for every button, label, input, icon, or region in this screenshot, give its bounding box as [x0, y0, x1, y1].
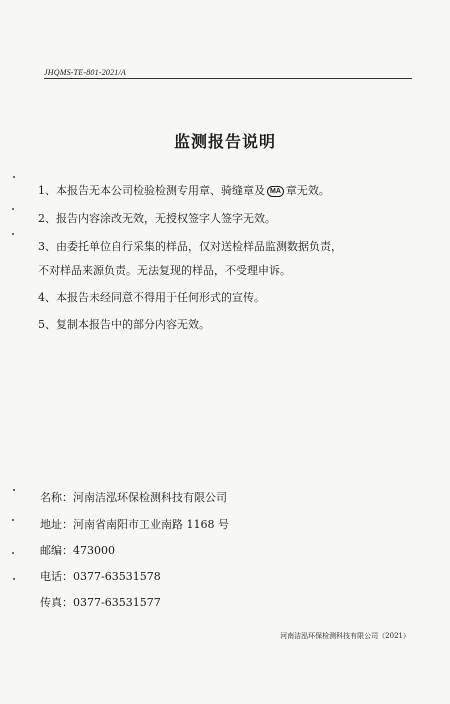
clause-2: 2、报告内容涂改无效，无授权签字人签字无效。	[38, 212, 276, 225]
clause-5: 5、复制本报告中的部分内容无效。	[38, 318, 210, 331]
contact-address	[40, 518, 229, 532]
binding-hole-mark	[12, 208, 14, 210]
contact-name	[40, 491, 227, 505]
contact-address-value: 河南省南阳市工业南路 1168 号	[73, 518, 229, 531]
binding-hole-mark	[13, 578, 15, 580]
binding-hole-mark	[12, 552, 14, 554]
footer-company: 河南洁泓环保检测科技有限公司（2021）	[280, 632, 410, 640]
contact-phone	[40, 570, 161, 584]
clause-1-text-before: 1、本报告无本公司检验检测专用章、骑缝章及	[38, 184, 265, 197]
contact-phone-label: 电话：	[40, 570, 73, 583]
contact-fax	[40, 596, 161, 610]
binding-hole-mark	[13, 489, 15, 491]
clause-3: 3、由委托单位自行采集的样品，仅对送检样品监测数据负责，	[38, 240, 342, 253]
header-rule	[44, 78, 412, 79]
contact-name-value: 河南洁泓环保检测科技有限公司	[73, 491, 227, 504]
contact-phone-value: 0377-63531578	[73, 570, 161, 583]
contact-fax-value: 0377-63531577	[73, 596, 161, 609]
contact-name-label: 名称：	[40, 491, 73, 504]
clause-4: 4、本报告未经同意不得用于任何形式的宣传。	[38, 291, 265, 304]
contact-address-label: 地址：	[40, 518, 73, 531]
binding-hole-mark	[12, 519, 14, 521]
binding-hole-mark	[13, 176, 15, 178]
cma-stamp-icon: MA	[267, 186, 284, 197]
document-code: JHQMS-TE-801-2021/A	[44, 68, 127, 77]
clause-1	[38, 184, 330, 198]
contact-postcode-value: 473000	[73, 544, 115, 557]
clause-1-text-after: 章无效。	[285, 184, 330, 197]
contact-postcode	[40, 544, 115, 558]
contact-fax-label: 传真：	[40, 596, 73, 609]
page-title: 监测报告说明	[173, 132, 276, 151]
clause-3-continuation: 不对样品来源负责。无法复现的样品，不受理申诉。	[38, 264, 291, 277]
contact-postcode-label: 邮编：	[40, 544, 73, 557]
binding-hole-mark	[12, 233, 14, 235]
